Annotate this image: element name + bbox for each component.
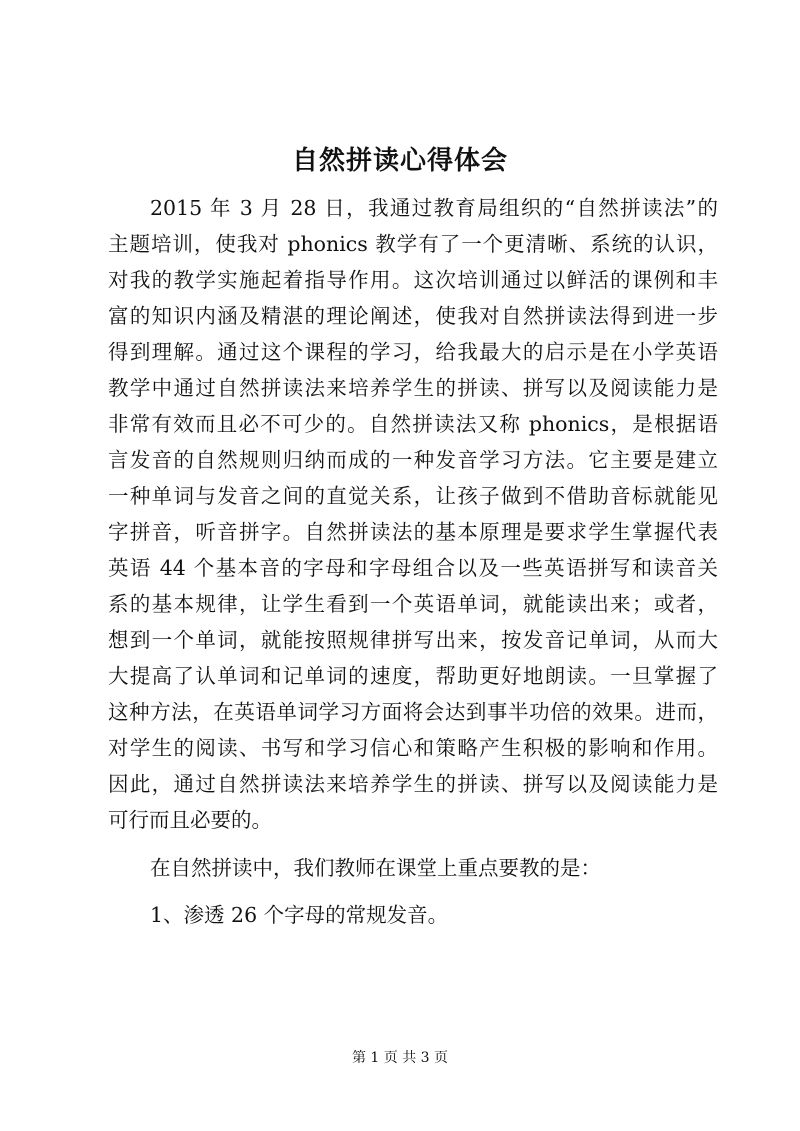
paragraph-line: 因此，通过自然拼读法来培养学生的拼读、拼写以及阅读能力是 (108, 772, 718, 796)
paragraph-line: 系的基本规律，让学生看到一个英语单词，就能读出来；或者， (108, 592, 718, 616)
paragraph-line: 想到一个单词，就能按照规律拼写出来，按发音记单词，从而大 (108, 628, 718, 652)
paragraph-line: 言发音的自然规则归纳而成的一种发音学习方法。它主要是建立 (108, 448, 718, 472)
paragraph-line: 得到理解。通过这个课程的学习，给我最大的启示是在小学英语 (108, 340, 718, 364)
paragraph-line: 富的知识内涵及精湛的理论阐述，使我对自然拼读法得到进一步 (108, 304, 718, 328)
paragraph-3: 1、渗透 26 个字母的常规发音。 (150, 903, 449, 927)
paragraph-2: 在自然拼读中，我们教师在课堂上重点要教的是： (150, 856, 601, 880)
paragraph-line: 英语 44 个基本音的字母和字母组合以及一些英语拼写和读音关 (108, 556, 718, 580)
page-footer: 第 1 页 共 3 页 (351, 1050, 449, 1066)
paragraph-line: 一种单词与发音之间的直觉关系，让孩子做到不借助音标就能见 (108, 484, 718, 508)
paragraph-line: 对学生的阅读、书写和学习信心和策略产生积极的影响和作用。 (108, 736, 718, 760)
paragraph-line: 大提高了认单词和记单词的速度，帮助更好地朗读。一旦掌握了 (108, 664, 718, 688)
paragraph-line: 非常有效而且必不可少的。自然拼读法又称 phonics，是根据语 (108, 412, 718, 436)
paragraph-line: 对我的教学实施起着指导作用。这次培训通过以鲜活的课例和丰 (108, 268, 718, 292)
paragraph-line: 主题培训，使我对 phonics 教学有了一个更清晰、系统的认识， (108, 232, 718, 256)
paragraph-line: 可行而且必要的。 (108, 808, 272, 832)
paragraph-line: 2015 年 3 月 28 日，我通过教育局组织的“自然拼读法”的 (150, 196, 718, 220)
paragraph-line: 这种方法，在英语单词学习方面将会达到事半功倍的效果。进而， (108, 700, 718, 724)
document-title: 自然拼读心得体会 (291, 146, 508, 176)
paragraph-line: 字拼音，听音拼字。自然拼读法的基本原理是要求学生掌握代表 (108, 520, 718, 544)
paragraph-line: 教学中通过自然拼读法来培养学生的拼读、拼写以及阅读能力是 (108, 376, 718, 400)
